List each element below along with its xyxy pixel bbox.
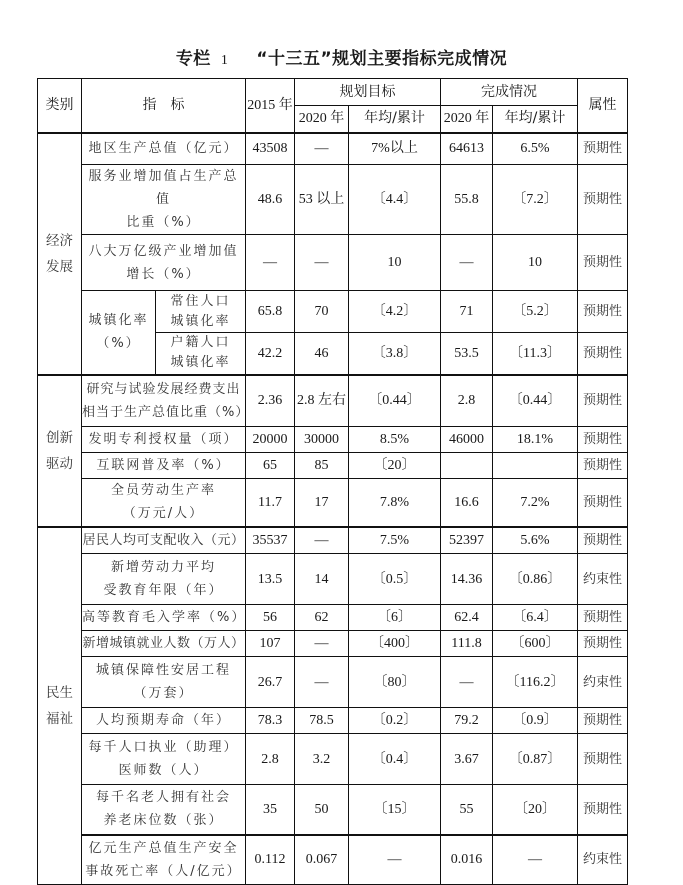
header-indicator: 指 标	[82, 79, 246, 133]
value-plan-2020: —	[295, 133, 349, 165]
value-plan-2020: 62	[295, 605, 349, 631]
value-done-2020: 55.8	[441, 165, 493, 235]
table-row	[38, 453, 628, 479]
attribute-cell: 预期性	[578, 427, 628, 453]
value-done-2020: 14.36	[441, 554, 493, 605]
value-done-2020: 52397	[441, 527, 493, 554]
value-done-avg: 〔6.4〕	[493, 605, 578, 631]
value-plan-2020: 70	[295, 291, 349, 333]
value-done-2020: 55	[441, 785, 493, 835]
value-done-avg: 5.6%	[493, 527, 578, 554]
value-done-avg: 〔0.9〕	[493, 708, 578, 734]
value-done-2020: 16.6	[441, 479, 493, 527]
value-2015: 2.36	[246, 375, 295, 427]
title-number: 1	[220, 53, 229, 68]
table-row	[38, 235, 628, 291]
value-plan-avg: 〔15〕	[349, 785, 441, 835]
value-done-avg: 18.1%	[493, 427, 578, 453]
value-2015: 2.8	[246, 734, 295, 785]
table-row	[38, 133, 628, 165]
attribute-cell: 约束性	[578, 835, 628, 885]
value-done-2020: 64613	[441, 133, 493, 165]
value-plan-avg: 8.5%	[349, 427, 441, 453]
value-2015: 35	[246, 785, 295, 835]
indicator-cell: 地区生产总值（亿元）	[82, 133, 246, 165]
value-done-avg: 〔7.2〕	[493, 165, 578, 235]
value-plan-avg: 〔6〕	[349, 605, 441, 631]
indicator-cell: 八大万亿级产业增加值 增长（%）	[82, 235, 246, 291]
value-done-avg: 7.2%	[493, 479, 578, 527]
header-done-2020: 2020 年	[441, 106, 493, 133]
value-2015: 78.3	[246, 708, 295, 734]
attribute-cell: 预期性	[578, 333, 628, 375]
value-done-avg: 〔20〕	[493, 785, 578, 835]
header-attribute: 属性	[578, 79, 628, 133]
header-row-1	[38, 79, 628, 106]
value-plan-2020: 53 以上	[295, 165, 349, 235]
value-done-2020: 0.016	[441, 835, 493, 885]
indicator-cell: 高等教育毛入学率（%）	[82, 605, 246, 631]
table-row	[38, 785, 628, 835]
value-plan-2020: 85	[295, 453, 349, 479]
value-done-avg: 〔0.86〕	[493, 554, 578, 605]
attribute-cell: 预期性	[578, 133, 628, 165]
value-plan-2020: —	[295, 527, 349, 554]
header-2015: 2015 年	[246, 79, 295, 133]
value-plan-2020: 14	[295, 554, 349, 605]
category-innovation: 创新 驱动	[38, 375, 82, 527]
table-row	[38, 427, 628, 453]
value-2015: 65.8	[246, 291, 295, 333]
attribute-cell: 约束性	[578, 554, 628, 605]
value-done-2020: 71	[441, 291, 493, 333]
value-2015: —	[246, 235, 295, 291]
value-done-2020: —	[441, 235, 493, 291]
indicator-cell: 研究与试验发展经费支出 相当于生产总值比重（%）	[82, 375, 246, 427]
value-plan-avg: 〔0.44〕	[349, 375, 441, 427]
title-prefix: 专栏	[175, 49, 211, 69]
value-done-2020: 62.4	[441, 605, 493, 631]
value-done-avg: 〔0.44〕	[493, 375, 578, 427]
title-text: “十三五”规划主要指标完成情况	[256, 49, 508, 69]
value-done-avg: 〔0.87〕	[493, 734, 578, 785]
value-done-2020	[441, 453, 493, 479]
attribute-cell: 预期性	[578, 708, 628, 734]
value-2015: 13.5	[246, 554, 295, 605]
indicator-cell: 服务业增加值占生产总值 比重（%）	[82, 165, 246, 235]
value-done-2020: 53.5	[441, 333, 493, 375]
value-plan-avg: 〔0.4〕	[349, 734, 441, 785]
value-done-avg: 6.5%	[493, 133, 578, 165]
value-plan-avg: —	[349, 835, 441, 885]
value-done-avg: —	[493, 835, 578, 885]
value-plan-2020: 0.067	[295, 835, 349, 885]
value-plan-avg: 〔20〕	[349, 453, 441, 479]
header-done-avg: 年均/累计	[493, 106, 578, 133]
value-done-avg: 〔11.3〕	[493, 333, 578, 375]
value-done-avg: 〔116.2〕	[493, 657, 578, 708]
value-plan-2020: 17	[295, 479, 349, 527]
table-row	[38, 375, 628, 427]
value-plan-avg: 7%以上	[349, 133, 441, 165]
value-plan-2020: 50	[295, 785, 349, 835]
indicator-cell: 人均预期寿命（年）	[82, 708, 246, 734]
value-plan-avg: 10	[349, 235, 441, 291]
attribute-cell: 预期性	[578, 785, 628, 835]
value-2015: 42.2	[246, 333, 295, 375]
header-category: 类别	[38, 79, 82, 133]
table-row	[38, 479, 628, 527]
table-title	[0, 44, 683, 69]
header-plan-target: 规划目标	[295, 79, 441, 106]
header-plan-2020: 2020 年	[295, 106, 349, 133]
attribute-cell: 预期性	[578, 527, 628, 554]
value-2015: 107	[246, 631, 295, 657]
value-plan-2020: 78.5	[295, 708, 349, 734]
value-2015: 26.7	[246, 657, 295, 708]
value-done-avg: 10	[493, 235, 578, 291]
indicator-cell: 户籍人口 城镇化率	[156, 333, 246, 375]
value-plan-avg: 〔400〕	[349, 631, 441, 657]
category-welfare: 民生 福祉	[38, 527, 82, 885]
table-row	[38, 291, 628, 333]
attribute-cell: 预期性	[578, 291, 628, 333]
table-row	[38, 835, 628, 885]
urbanization-group-cell: 城镇化率 （%）	[82, 291, 156, 375]
value-plan-avg: 〔3.8〕	[349, 333, 441, 375]
value-plan-2020: 46	[295, 333, 349, 375]
value-2015: 48.6	[246, 165, 295, 235]
attribute-cell: 预期性	[578, 734, 628, 785]
value-2015: 65	[246, 453, 295, 479]
attribute-cell: 预期性	[578, 375, 628, 427]
value-done-2020: 79.2	[441, 708, 493, 734]
table-row	[38, 657, 628, 708]
value-plan-avg: 7.5%	[349, 527, 441, 554]
value-plan-avg: 〔4.2〕	[349, 291, 441, 333]
value-done-2020: 3.67	[441, 734, 493, 785]
attribute-cell: 预期性	[578, 479, 628, 527]
attribute-cell: 预期性	[578, 453, 628, 479]
indicator-cell: 每千人口执业（助理） 医师数（人）	[82, 734, 246, 785]
table-row	[38, 165, 628, 235]
value-plan-avg: 〔4.4〕	[349, 165, 441, 235]
value-plan-avg: 7.8%	[349, 479, 441, 527]
table-row	[38, 734, 628, 785]
indicator-cell: 城镇保障性安居工程 （万套）	[82, 657, 246, 708]
value-done-avg	[493, 453, 578, 479]
value-plan-2020: 30000	[295, 427, 349, 453]
value-done-2020: —	[441, 657, 493, 708]
category-economy: 经济 发展	[38, 133, 82, 375]
value-done-2020: 2.8	[441, 375, 493, 427]
value-2015: 11.7	[246, 479, 295, 527]
value-2015: 20000	[246, 427, 295, 453]
value-2015: 43508	[246, 133, 295, 165]
table-row	[38, 605, 628, 631]
value-plan-2020: 3.2	[295, 734, 349, 785]
table-row	[38, 708, 628, 734]
value-done-2020: 111.8	[441, 631, 493, 657]
attribute-cell: 约束性	[578, 657, 628, 708]
header-completion: 完成情况	[441, 79, 578, 106]
indicator-cell: 发明专利授权量（项）	[82, 427, 246, 453]
indicator-cell: 常住人口 城镇化率	[156, 291, 246, 333]
value-done-avg: 〔5.2〕	[493, 291, 578, 333]
value-plan-avg: 〔0.2〕	[349, 708, 441, 734]
header-plan-avg: 年均/累计	[349, 106, 441, 133]
attribute-cell: 预期性	[578, 631, 628, 657]
attribute-cell: 预期性	[578, 165, 628, 235]
value-2015: 0.112	[246, 835, 295, 885]
indicator-cell: 互联网普及率（%）	[82, 453, 246, 479]
indicators-table	[37, 78, 628, 885]
indicator-cell: 亿元生产总值生产安全 事故死亡率（人/亿元）	[82, 835, 246, 885]
table-row	[38, 631, 628, 657]
indicator-cell: 居民人均可支配收入（元）	[82, 527, 246, 554]
value-2015: 56	[246, 605, 295, 631]
value-plan-2020: —	[295, 235, 349, 291]
indicator-cell: 新增劳动力平均 受教育年限（年）	[82, 554, 246, 605]
value-2015: 35537	[246, 527, 295, 554]
indicator-cell: 每千名老人拥有社会 养老床位数（张）	[82, 785, 246, 835]
value-done-2020: 46000	[441, 427, 493, 453]
attribute-cell: 预期性	[578, 235, 628, 291]
indicator-cell: 新增城镇就业人数（万人）	[82, 631, 246, 657]
attribute-cell: 预期性	[578, 605, 628, 631]
table-row	[38, 554, 628, 605]
value-plan-avg: 〔0.5〕	[349, 554, 441, 605]
indicator-cell: 全员劳动生产率 （万元/人）	[82, 479, 246, 527]
value-plan-2020: —	[295, 631, 349, 657]
value-done-avg: 〔600〕	[493, 631, 578, 657]
value-plan-2020: —	[295, 657, 349, 708]
value-plan-avg: 〔80〕	[349, 657, 441, 708]
value-plan-2020: 2.8 左右	[295, 375, 349, 427]
table-row	[38, 527, 628, 554]
